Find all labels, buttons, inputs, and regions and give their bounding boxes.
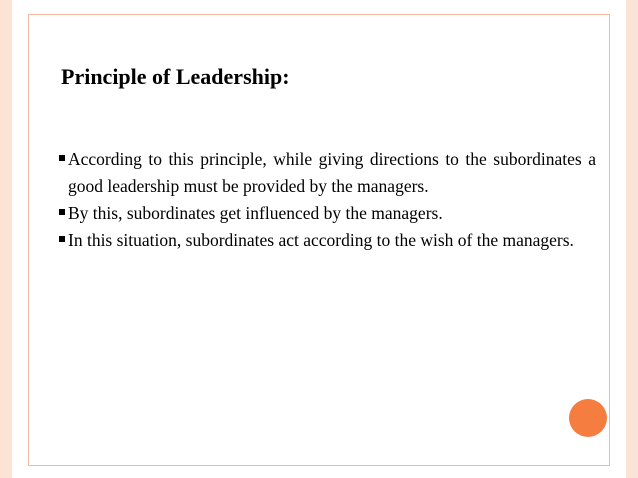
square-bullet-icon xyxy=(59,209,65,215)
bullet-text: According to this principle, while giving directions to the subordinates a good leadership must be provided by the managers. xyxy=(68,149,596,196)
bullet-item xyxy=(58,200,596,227)
frame-line-right xyxy=(609,14,610,466)
frame-line-bottom xyxy=(28,465,610,466)
bullet-list xyxy=(58,146,596,254)
right-border-band xyxy=(626,0,638,478)
frame-line-top xyxy=(28,14,610,15)
bullet-text: By this, subordinates get influenced by the managers. xyxy=(68,203,443,223)
bullet-item xyxy=(58,227,596,254)
square-bullet-icon xyxy=(59,236,65,242)
left-border-band xyxy=(0,0,12,478)
bullet-item xyxy=(58,146,596,200)
slide-title: Principle of Leadership: xyxy=(61,64,290,89)
decorative-circle-icon xyxy=(569,399,607,437)
frame-line-left xyxy=(28,14,29,466)
bullet-text: In this situation, subordinates act according to the wish of the managers. xyxy=(68,230,574,250)
square-bullet-icon xyxy=(59,155,65,161)
